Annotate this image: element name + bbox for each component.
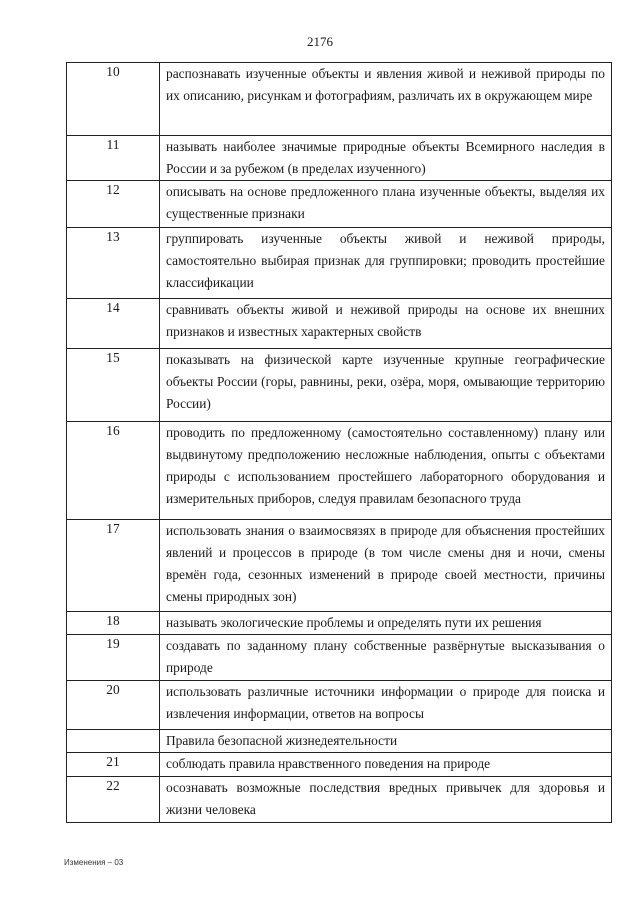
table-row xyxy=(67,730,612,753)
row-number: 12 xyxy=(67,181,160,228)
table-row xyxy=(67,681,612,730)
footer-revision-note: Изменения – 03 xyxy=(64,858,124,867)
page-number: 2176 xyxy=(307,34,333,49)
table-row xyxy=(67,612,612,635)
row-text: показывать на физической карте изученные крупные географические объекты России (горы, равнины, реки, озёра, моря, омывающие территорию России) xyxy=(160,349,612,422)
table-row xyxy=(67,520,612,612)
row-text: создавать по заданному плану собственные развёрнутые высказывания о природе xyxy=(160,635,612,681)
row-number: 18 xyxy=(67,612,160,635)
row-text: осознавать возможные последствия вредных привычек для здоровья и жизни человека xyxy=(160,777,612,823)
row-number: 22 xyxy=(67,777,160,823)
row-number: 10 xyxy=(67,63,160,136)
row-number: 14 xyxy=(67,299,160,349)
row-text: называть экологические проблемы и определять пути их решения xyxy=(160,612,612,635)
row-text: описывать на основе предложенного плана изученные объекты, выделяя их существенные признаки xyxy=(160,181,612,228)
table-row xyxy=(67,753,612,777)
row-text: соблюдать правила нравственного поведения на природе xyxy=(160,753,612,777)
row-text: распознавать изученные объекты и явления живой и неживой природы по их описанию, рисункам и фотографиям, различать их в окружающем мире xyxy=(160,63,612,136)
table-row xyxy=(67,136,612,181)
table-row xyxy=(67,299,612,349)
table-row xyxy=(67,228,612,299)
row-number: 20 xyxy=(67,681,160,730)
row-text: использовать различные источники информации о природе для поиска и извлечения информации, ответов на вопросы xyxy=(160,681,612,730)
row-text: проводить по предложенному (самостоятельно составленному) плану или выдвинутому предположению несложные наблюдения, опыты с объектами природы с использованием простейшего лабораторного оборудования и измерительных приборов, следуя правилам безопасного труда xyxy=(160,422,612,520)
row-text: сравнивать объекты живой и неживой природы на основе их внешних признаков и известных характерных свойств xyxy=(160,299,612,349)
table-row xyxy=(67,181,612,228)
row-number: 19 xyxy=(67,635,160,681)
row-number xyxy=(67,730,160,753)
row-text: называть наиболее значимые природные объекты Всемирного наследия в России и за рубежом (в пределах изученного) xyxy=(160,136,612,181)
row-text: Правила безопасной жизнедеятельности xyxy=(160,730,612,753)
row-text: группировать изученные объекты живой и неживой природы, самостоятельно выбирая признак для группировки; проводить простейшие классификации xyxy=(160,228,612,299)
requirements-table-body xyxy=(67,63,612,823)
row-number: 16 xyxy=(67,422,160,520)
table-row xyxy=(67,635,612,681)
row-number: 21 xyxy=(67,753,160,777)
row-number: 15 xyxy=(67,349,160,422)
row-number: 13 xyxy=(67,228,160,299)
table-row xyxy=(67,349,612,422)
table-row xyxy=(67,777,612,823)
row-text: использовать знания о взаимосвязях в природе для объяснения простейших явлений и процессов в природе (в том числе смены дня и ночи, смены времён года, сезонных изменений в природе своей местности, причины смены природных зон) xyxy=(160,520,612,612)
row-number: 17 xyxy=(67,520,160,612)
requirements-table xyxy=(66,62,612,823)
row-number: 11 xyxy=(67,136,160,181)
table-row xyxy=(67,422,612,520)
table-row xyxy=(67,63,612,136)
